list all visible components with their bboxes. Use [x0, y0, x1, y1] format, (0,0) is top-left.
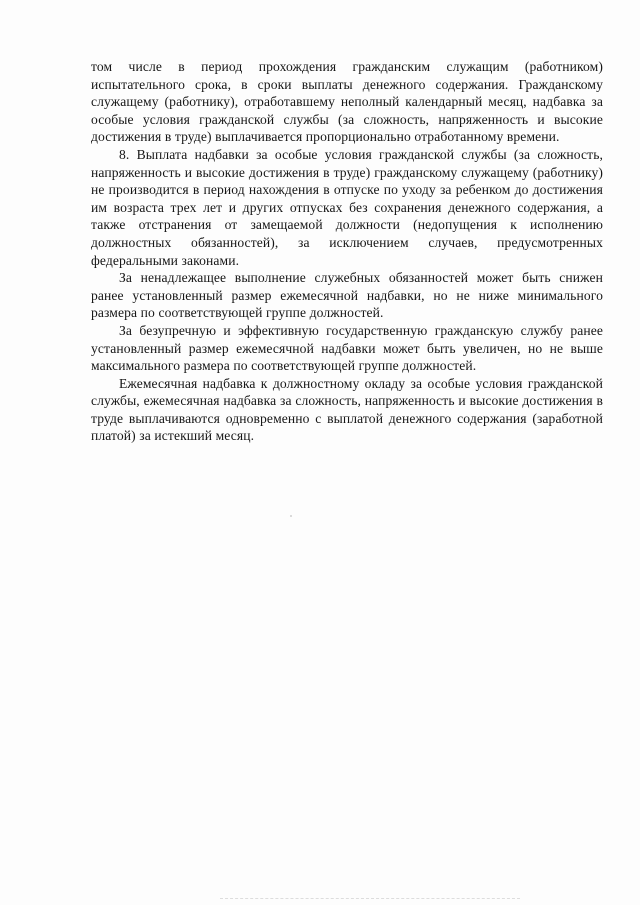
document-body — [91, 58, 603, 445]
scan-artifact-bottom-edge — [220, 898, 520, 901]
paragraph-continuation: том числе в период прохождения гражданским служащим (работником) испытательного срока, в сроки выплаты денежного содержания. Гражданскому служащему (работнику), отработавшему неполный календарный месяц, надбавка за особые условия гражданской службы (за сложность, напряженность и высокие достижения в труде) выплачивается пропорционально отработанному времени. — [91, 59, 603, 145]
paragraph-payment-timing: Ежемесячная надбавка к должностному окладу за особые условия гражданской службы, ежемесячная надбавка за сложность, напряженность и высокие достижения в труде выплачиваются одновременно с выплатой денежного содержания (заработной платой) за истекший месяц. — [91, 375, 603, 444]
scan-artifact-dot — [290, 515, 292, 517]
paragraph-increase: За безупречную и эффективную государственную гражданскую службу ранее установленный размер ежемесячной надбавки может быть увеличен, но не выше максимального размера по соответствующей группе должностей. — [91, 322, 603, 374]
paragraph-item-8: 8. Выплата надбавки за особые условия гражданской службы (за сложность, напряженность и высокие достижения в труде) гражданскому служащему (работнику) не производится в период нахождения в отпуске по уходу за ребенком до достижения им возраста трех лет и других отпусках без сохранения денежного содержания, а также отстранения от замещаемой должности (недопущения к исполнению должностных обязанностей), за исключением случаев, предусмотренных федеральными законами. — [91, 146, 603, 268]
paragraph-reduction: За ненадлежащее выполнение служебных обязанностей может быть снижен ранее установленный размер ежемесячной надбавки, но не ниже минимального размера по соответствующей группе должностей. — [91, 270, 603, 321]
